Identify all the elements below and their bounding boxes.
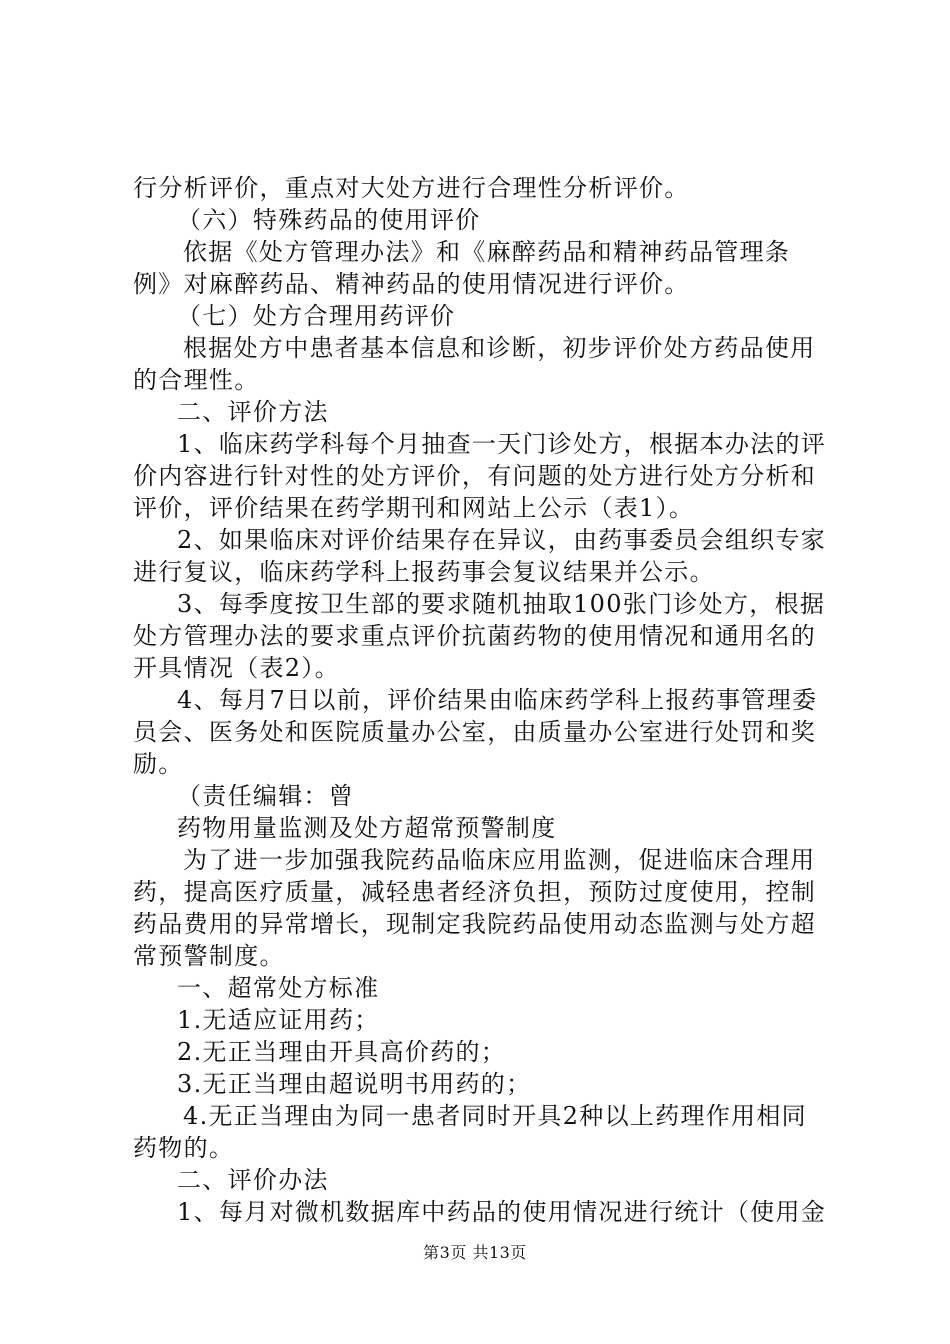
text-line: 价内容进行针对性的处方评价，有问题的处方进行处方分析和 [133, 462, 817, 490]
text-line: 例》对麻醉药品、精神药品的使用情况进行评价。 [133, 270, 690, 298]
text-line: 二、评价方法 [177, 398, 329, 426]
text-line: 进行复议，临床药学科上报药事会复议结果并公示。 [133, 558, 715, 586]
text-line: 二、评价办法 [177, 1166, 329, 1194]
text-line: 药物的。 [133, 1134, 235, 1162]
text-line: 为了进一步加强我院药品临床应用监测，促进临床合理用 [183, 846, 816, 874]
text-line: 4、每月7日以前，评价结果由临床药学科上报药事管理委 [177, 686, 818, 714]
text-line: （责任编辑：曾 [177, 782, 355, 810]
text-line: 处方管理办法的要求重点评价抗菌药物的使用情况和通用名的 [133, 622, 817, 650]
text-line: 药，提高医疗质量，减轻患者经济负担，预防过度使用，控制 [133, 878, 817, 906]
text-line: 员会、医务处和医院质量办公室，由质量办公室进行处罚和奖 [133, 718, 817, 746]
text-line: 1.无适应证用药； [177, 1006, 380, 1034]
text-line: 药物用量监测及处方超常预警制度 [177, 814, 557, 842]
text-line: 依据《处方管理办法》和《麻醉药品和精神药品管理条 [183, 238, 791, 266]
text-line: （七）处方合理用药评价 [177, 302, 456, 330]
text-line: 行分析评价，重点对大处方进行合理性分析评价。 [133, 174, 690, 202]
text-line: 的合理性。 [133, 366, 260, 394]
text-line: 2.无正当理由开具高价药的； [177, 1038, 507, 1066]
page-footer: 第3页 共13页 [423, 1243, 527, 1262]
text-line: 1、临床药学科每个月抽查一天门诊处方，根据本办法的评 [177, 430, 827, 458]
text-line: 励。 [133, 750, 184, 778]
text-line: 3、每季度按卫生部的要求随机抽取100张门诊处方，根据 [177, 590, 826, 618]
text-line: 根据处方中患者基本信息和诊断，初步评价处方药品使用 [183, 334, 816, 362]
text-line: 常预警制度。 [133, 942, 285, 970]
document-body [133, 172, 833, 1228]
text-line: 药品费用的异常增长，现制定我院药品使用动态监测与处方超 [133, 910, 817, 938]
text-line: 2、如果临床对评价结果存在异议，由药事委员会组织专家 [177, 526, 827, 554]
text-line: 4.无正当理由为同一患者同时开具2种以上药理作用相同 [183, 1102, 807, 1130]
text-line: 开具情况（表2）。 [133, 654, 340, 682]
text-line: 3.无正当理由超说明书用药的； [177, 1070, 532, 1098]
text-line: （六）特殊药品的使用评价 [177, 206, 481, 234]
text-line: 评价，评价结果在药学期刊和网站上公示（表1）。 [133, 494, 695, 522]
text-line: 一、超常处方标准 [177, 974, 380, 1002]
text-line: 1、每月对微机数据库中药品的使用情况进行统计（使用金 [177, 1198, 827, 1226]
